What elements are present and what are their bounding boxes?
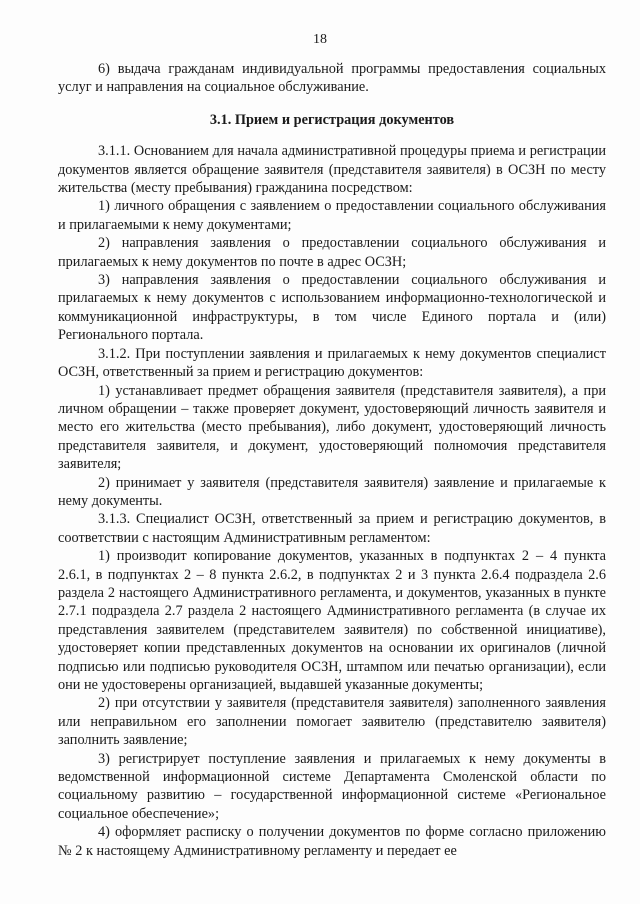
paragraph: 2) направления заявления о предоставлении социального обслуживания и прилагаемых к нему документов по почте в адрес ОСЗН; — [58, 235, 606, 270]
paragraph: 2) принимает у заявителя (представителя заявителя) заявление и прилагаемые к нему документы. — [58, 474, 606, 509]
paragraph: 3) регистрирует поступление заявления и прилагаемых к нему документы в ведомственной информационной системе Департамента Смоленской области по социальному развитию – государственной информационной системе «Региональное социальное обеспечение»; — [58, 750, 606, 822]
paragraph: 3) направления заявления о предоставлении социального обслуживания и прилагаемых к нему документов с использованием информационно-технологической и коммуникационной инфраструктуры, в том числе Единого портала и (или) Регионального портала. — [58, 272, 606, 344]
document-body — [58, 60, 606, 860]
paragraph: 4) оформляет расписку о получении документов по форме согласно приложению № 2 к настоящему Административному регламенту и передает ее — [58, 824, 606, 859]
paragraph: 1) производит копирование документов, указанных в подпунктах 2 – 4 пункта 2.6.1, в подпунктах 2 – 8 пункта 2.6.2, в подпунктах 2 и 3 пункта 2.6.4 подраздела 2.6 раздела 2 настоящего Административного регламента, и документов, указанных в пункте 2.7.1 подраздела 2.7 раздела 2 настоящего Административного регламента (в случае их представления заявителем (представителем заявителя) по собственной инициативе), удостоверяет копии представленных документов на основании их оригиналов (личной подписью или подписью руководителя ОСЗН, штампом или печатью организации), если они не удостоверены организацией, выдавшей указанные документы; — [58, 548, 606, 693]
paragraph: 2) при отсутствии у заявителя (представителя заявителя) заполненного заявления или неправильном его заполнении помогает заявителю (представителю заявителя) заполнить заявление; — [58, 695, 606, 749]
paragraph-intro: 6) выдача гражданам индивидуальной программы предоставления социальных услуг и направления на социальное обслуживание. — [58, 61, 606, 96]
paragraph: 1) устанавливает предмет обращения заявителя (представителя заявителя), а при личном обращении – также проверяет документ, удостоверяющий личность заявителя и место его жительства (место пребывания), либо документ, удостоверяющий личность представителя заявителя, и документ, удостоверяющий полномочия представителя заявителя; — [58, 382, 606, 473]
paragraph: 1) личного обращения с заявлением о предоставлении социального обслуживания и прилагаемыми к нему документами; — [58, 198, 606, 233]
paragraph: 3.1.1. Основанием для начала административной процедуры приема и регистрации документов является обращение заявителя (представителя заявителя) в ОСЗН по месту жительства (месту пребывания) гражданина посредством: — [58, 143, 606, 197]
page-number: 18 — [313, 32, 327, 47]
section-heading: 3.1. Прием и регистрация документов — [209, 111, 455, 128]
paragraph: 3.1.3. Специалист ОСЗН, ответственный за прием и регистрацию документов, в соответствии с настоящим Административным регламентом: — [58, 511, 606, 546]
paragraph: 3.1.2. При поступлении заявления и прилагаемых к нему документов специалист ОСЗН, ответственный за прием и регистрацию документов: — [58, 345, 606, 381]
